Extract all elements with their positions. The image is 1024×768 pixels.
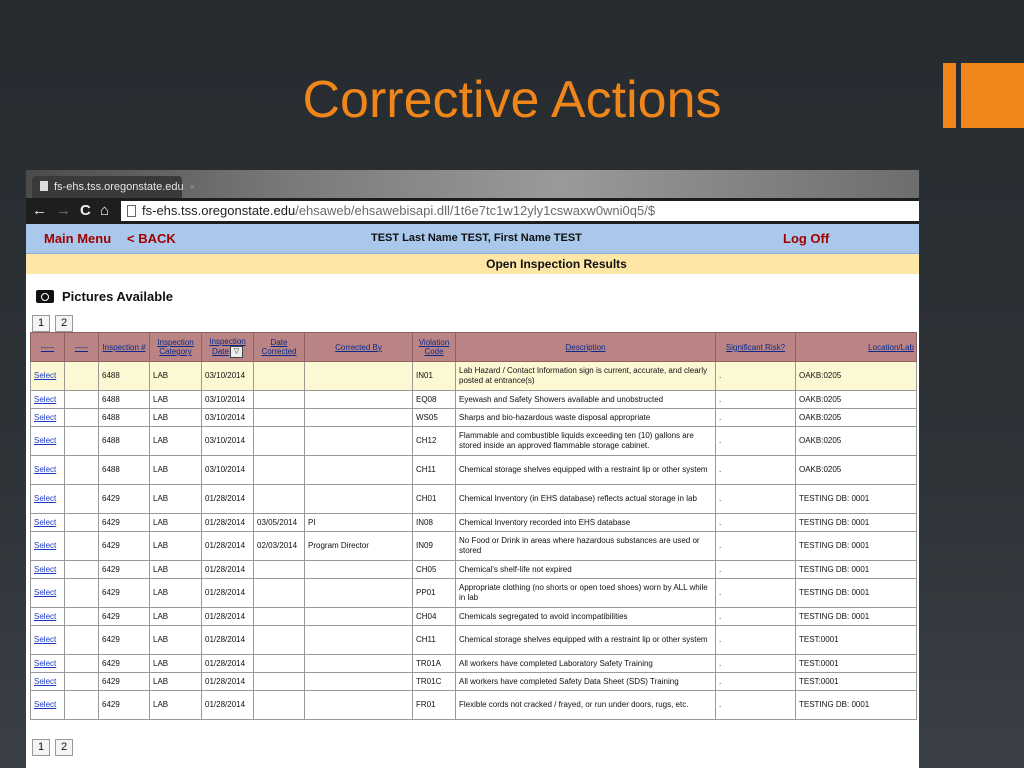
date-corrected-cell <box>254 409 305 427</box>
description-cell: Lab Hazard / Contact Information sign is current, accurate, and clearly posted at entrance(s) <box>456 362 716 391</box>
significant-risk-cell: . <box>716 391 796 409</box>
table-row[interactable] <box>31 673 917 691</box>
violation-code-cell: WS05 <box>413 409 456 427</box>
inspection-date-cell: 01/28/2014 <box>202 655 254 673</box>
violation-code-cell: CH01 <box>413 485 456 514</box>
date-corrected-cell <box>254 427 305 456</box>
location-lab-cell: OAKB:0205 <box>796 409 917 427</box>
page-button-2[interactable]: 2 <box>55 739 73 756</box>
select-link[interactable]: Select <box>34 588 57 597</box>
pager-top <box>32 313 78 332</box>
significant-risk-cell: . <box>716 691 796 720</box>
table-row[interactable] <box>31 691 917 720</box>
description-cell: Flexible cords not cracked / frayed, or run under doors, rugs, etc. <box>456 691 716 720</box>
date-corrected-cell <box>254 456 305 485</box>
select-link[interactable]: Select <box>34 412 57 422</box>
date-corrected-cell <box>254 673 305 691</box>
row-blank-cell <box>65 691 99 720</box>
inspection-date-cell: 01/28/2014 <box>202 561 254 579</box>
select-cell <box>31 514 65 532</box>
inspection-number-cell: 6429 <box>99 626 150 655</box>
description-cell: Sharps and bio-hazardous waste disposal appropriate <box>456 409 716 427</box>
select-link[interactable]: Select <box>34 494 57 503</box>
inspection-date-cell: 03/10/2014 <box>202 391 254 409</box>
select-link[interactable]: Select <box>34 611 57 621</box>
corrected-by-cell: Program Director <box>305 532 413 561</box>
select-cell <box>31 579 65 608</box>
inspection-number-cell: 6429 <box>99 532 150 561</box>
inspection-category-cell: LAB <box>150 485 202 514</box>
location-lab-cell: OAKB:0205 <box>796 362 917 391</box>
significant-risk-cell: . <box>716 655 796 673</box>
violation-code-cell: FR01 <box>413 691 456 720</box>
slide-title: Corrective Actions <box>302 71 722 129</box>
inspection-date-cell: 01/28/2014 <box>202 579 254 608</box>
corrected-by-cell <box>305 608 413 626</box>
select-link[interactable]: Select <box>34 371 57 380</box>
row-blank-cell <box>65 626 99 655</box>
inspection-number-cell: 6429 <box>99 561 150 579</box>
location-lab-cell: TESTING DB: 0001 <box>796 691 917 720</box>
page-button-1[interactable]: 1 <box>32 315 50 332</box>
description-cell: All workers have completed Laboratory Safety Training <box>456 655 716 673</box>
date-corrected-cell <box>254 691 305 720</box>
corrected-by-cell <box>305 626 413 655</box>
date-corrected-cell <box>254 579 305 608</box>
table-row[interactable] <box>31 456 917 485</box>
row-blank-cell <box>65 427 99 456</box>
violation-code-cell: CH12 <box>413 427 456 456</box>
row-blank-cell <box>65 514 99 532</box>
url-domain: fs-ehs.tss.oregonstate.edu <box>142 203 296 218</box>
select-cell <box>31 427 65 456</box>
inspection-number-cell: 6488 <box>99 391 150 409</box>
location-lab-cell: TESTING DB: 0001 <box>796 514 917 532</box>
inspection-category-cell: LAB <box>150 456 202 485</box>
select-link[interactable]: Select <box>34 658 57 668</box>
row-blank-cell <box>65 456 99 485</box>
significant-risk-cell: . <box>716 532 796 561</box>
inspection-date-cell: 03/10/2014 <box>202 409 254 427</box>
description-cell: No Food or Drink in areas where hazardous substances are used or stored <box>456 532 716 561</box>
app-menu-bar <box>26 224 919 254</box>
inspection-number-cell: 6429 <box>99 579 150 608</box>
table-header-row <box>31 333 917 362</box>
page-button-1[interactable]: 1 <box>32 739 50 756</box>
inspection-category-cell: LAB <box>150 561 202 579</box>
location-lab-cell: OAKB:0205 <box>796 427 917 456</box>
inspection-category-cell: LAB <box>150 409 202 427</box>
page-icon <box>40 181 48 191</box>
description-cell: Flammable and combustible liquids exceeding ten (10) gallons are stored inside an approved flammable storage cabinet. <box>456 427 716 456</box>
camera-icon <box>36 290 54 303</box>
inspection-category-cell: LAB <box>150 673 202 691</box>
row-blank-cell <box>65 485 99 514</box>
inspection-date-cell: 01/28/2014 <box>202 673 254 691</box>
log-off-link[interactable]: Log Off <box>783 231 830 246</box>
location-lab-cell: TESTING DB: 0001 <box>796 561 917 579</box>
inspection-number-cell: 6488 <box>99 456 150 485</box>
row-blank-cell <box>65 532 99 561</box>
significant-risk-cell: . <box>716 561 796 579</box>
table-row[interactable] <box>31 409 917 427</box>
slide-accent-bar <box>943 63 956 128</box>
row-blank-cell <box>65 409 99 427</box>
column-header-inspection-date[interactable]: Inspection Date ▽ <box>202 333 254 362</box>
pictures-label: Pictures Available <box>62 289 174 304</box>
significant-risk-cell: . <box>716 362 796 391</box>
significant-risk-cell: . <box>716 673 796 691</box>
select-cell <box>31 409 65 427</box>
significant-risk-cell: . <box>716 485 796 514</box>
inspection-results-table <box>30 332 917 720</box>
select-link[interactable]: Select <box>34 541 57 550</box>
violation-code-cell: PP01 <box>413 579 456 608</box>
corrected-by-cell <box>305 391 413 409</box>
select-link[interactable]: Select <box>34 676 57 686</box>
column-header-select[interactable]: ----- <box>31 333 65 362</box>
row-blank-cell <box>65 579 99 608</box>
main-menu-link[interactable]: Main Menu <box>44 231 112 246</box>
description-cell: Chemicals segregated to avoid incompatibilities <box>456 608 716 626</box>
description-cell: Eyewash and Safety Showers available and unobstructed <box>456 391 716 409</box>
corrected-by-cell <box>305 579 413 608</box>
location-lab-cell: TESTING DB: 0001 <box>796 485 917 514</box>
inspection-category-cell: LAB <box>150 532 202 561</box>
page-button-2[interactable]: 2 <box>55 315 73 332</box>
inspection-date-cell: 01/28/2014 <box>202 485 254 514</box>
home-icon[interactable]: ⌂ <box>100 202 110 219</box>
corrected-by-cell <box>305 409 413 427</box>
inspection-number-cell: 6429 <box>99 655 150 673</box>
corrected-by-cell <box>305 427 413 456</box>
select-cell <box>31 691 65 720</box>
table-row[interactable] <box>31 362 917 391</box>
browser-window <box>26 170 919 768</box>
column-header-description[interactable]: Description <box>456 333 716 362</box>
description-cell: All workers have completed Safety Data Sheet (SDS) Training <box>456 673 716 691</box>
row-blank-cell <box>65 673 99 691</box>
slide-accent-square <box>961 63 1024 128</box>
address-bar <box>26 198 919 224</box>
select-link[interactable]: Select <box>34 517 57 527</box>
inspection-date-cell: 03/10/2014 <box>202 362 254 391</box>
inspection-date-cell: 03/10/2014 <box>202 456 254 485</box>
inspection-category-cell: LAB <box>150 626 202 655</box>
violation-code-cell: TR01C <box>413 673 456 691</box>
column-header-location-lab[interactable]: Location/Lab <box>796 333 917 362</box>
table-row[interactable] <box>31 391 917 409</box>
date-corrected-cell <box>254 362 305 391</box>
inspection-category-cell: LAB <box>150 362 202 391</box>
inspection-number-cell: 6429 <box>99 673 150 691</box>
inspection-date-cell: 01/28/2014 <box>202 691 254 720</box>
select-cell <box>31 456 65 485</box>
row-blank-cell <box>65 362 99 391</box>
location-lab-cell: TEST:0001 <box>796 673 917 691</box>
date-corrected-cell: 03/05/2014 <box>254 514 305 532</box>
location-lab-cell: TEST:0001 <box>796 626 917 655</box>
location-lab-cell: TESTING DB: 0001 <box>796 532 917 561</box>
inspection-number-cell: 6429 <box>99 608 150 626</box>
date-corrected-cell <box>254 561 305 579</box>
description-cell: Appropriate clothing (no shorts or open toed shoes) worn by ALL while in lab <box>456 579 716 608</box>
violation-code-cell: EQ08 <box>413 391 456 409</box>
select-cell <box>31 561 65 579</box>
description-cell: Chemical Inventory recorded into EHS database <box>456 514 716 532</box>
significant-risk-cell: . <box>716 409 796 427</box>
table-row[interactable] <box>31 608 917 626</box>
inspection-number-cell: 6429 <box>99 691 150 720</box>
forward-arrow-icon[interactable]: → <box>56 202 71 219</box>
pager-bottom <box>32 737 78 756</box>
row-blank-cell <box>65 655 99 673</box>
column-header-blank[interactable]: ----- <box>65 333 99 362</box>
row-blank-cell <box>65 391 99 409</box>
corrected-by-cell <box>305 691 413 720</box>
url-field[interactable] <box>121 201 919 221</box>
page-info-icon <box>127 205 136 217</box>
browser-tabstrip <box>26 170 919 198</box>
date-corrected-cell <box>254 626 305 655</box>
back-link[interactable]: < BACK <box>127 231 176 246</box>
date-corrected-cell <box>254 391 305 409</box>
column-header-inspection-category[interactable]: Inspection Category <box>150 333 202 362</box>
table-row[interactable] <box>31 514 917 532</box>
location-lab-cell: TESTING DB: 0001 <box>796 579 917 608</box>
table-row[interactable] <box>31 532 917 561</box>
table-row[interactable] <box>31 561 917 579</box>
violation-code-cell: CH04 <box>413 608 456 626</box>
table-row[interactable] <box>31 655 917 673</box>
select-cell <box>31 655 65 673</box>
column-header-significant-risk[interactable]: Significant Risk? <box>716 333 796 362</box>
inspection-category-cell: LAB <box>150 691 202 720</box>
inspection-number-cell: 6429 <box>99 485 150 514</box>
select-cell <box>31 391 65 409</box>
inspection-category-cell: LAB <box>150 427 202 456</box>
location-lab-cell: OAKB:0205 <box>796 391 917 409</box>
description-cell: Chemical storage shelves equipped with a restraint lip or other system <box>456 626 716 655</box>
table-row[interactable] <box>31 579 917 608</box>
corrected-by-cell <box>305 561 413 579</box>
table-row[interactable] <box>31 427 917 456</box>
inspection-category-cell: LAB <box>150 579 202 608</box>
date-corrected-cell <box>254 655 305 673</box>
location-lab-cell: OAKB:0205 <box>796 456 917 485</box>
inspection-number-cell: 6488 <box>99 362 150 391</box>
pictures-available <box>36 289 173 304</box>
results-title-bar <box>26 254 919 274</box>
corrected-by-cell: PI <box>305 514 413 532</box>
browser-tab[interactable] <box>32 176 195 198</box>
select-link[interactable]: Select <box>34 436 57 445</box>
back-arrow-icon[interactable]: ← <box>32 202 47 219</box>
date-corrected-cell <box>254 485 305 514</box>
results-title: Open Inspection Results <box>486 257 627 271</box>
row-blank-cell <box>65 608 99 626</box>
table-row[interactable] <box>31 485 917 514</box>
select-cell <box>31 362 65 391</box>
row-blank-cell <box>65 561 99 579</box>
corrected-by-cell <box>305 456 413 485</box>
description-cell: Chemical Inventory (in EHS database) reflects actual storage in lab <box>456 485 716 514</box>
inspection-category-cell: LAB <box>150 391 202 409</box>
select-cell <box>31 673 65 691</box>
inspection-number-cell: 6429 <box>99 514 150 532</box>
significant-risk-cell: . <box>716 514 796 532</box>
select-cell <box>31 532 65 561</box>
violation-code-cell: IN01 <box>413 362 456 391</box>
reload-icon[interactable]: C <box>80 202 91 219</box>
date-corrected-cell: 02/03/2014 <box>254 532 305 561</box>
url-path: /ehsaweb/ehsawebisapi.dll/1t6e7tc1w12yly1cswaxw0wni0q5/$ <box>295 203 656 218</box>
corrected-by-cell <box>305 655 413 673</box>
location-lab-cell: TEST:0001 <box>796 655 917 673</box>
column-header-corrected-by[interactable]: Corrected By <box>305 333 413 362</box>
corrected-by-cell <box>305 362 413 391</box>
sort-icon[interactable]: ▽ <box>230 346 243 358</box>
significant-risk-cell: . <box>716 456 796 485</box>
table-row[interactable] <box>31 626 917 655</box>
violation-code-cell: IN08 <box>413 514 456 532</box>
significant-risk-cell: . <box>716 626 796 655</box>
select-link[interactable]: Select <box>34 635 57 644</box>
inspection-date-cell: 01/28/2014 <box>202 514 254 532</box>
violation-code-cell: TR01A <box>413 655 456 673</box>
column-header-inspection-number[interactable]: Inspection # <box>99 333 150 362</box>
column-header-violation-code[interactable]: Violation Code <box>413 333 456 362</box>
significant-risk-cell: . <box>716 427 796 456</box>
inspection-number-cell: 6488 <box>99 409 150 427</box>
tab-title: fs-ehs.tss.oregonstate.edu <box>54 181 184 193</box>
violation-code-cell: CH05 <box>413 561 456 579</box>
user-info: TEST Last Name TEST, First Name TEST <box>371 232 582 244</box>
select-link[interactable]: Select <box>34 564 57 574</box>
significant-risk-cell: . <box>716 579 796 608</box>
inspection-number-cell: 6488 <box>99 427 150 456</box>
violation-code-cell: CH11 <box>413 626 456 655</box>
corrected-by-cell <box>305 485 413 514</box>
inspection-date-cell: 01/28/2014 <box>202 608 254 626</box>
select-link[interactable]: Select <box>34 465 57 474</box>
inspection-category-cell: LAB <box>150 655 202 673</box>
location-lab-cell: TESTING DB: 0001 <box>796 608 917 626</box>
column-header-date-corrected[interactable]: Date Corrected <box>254 333 305 362</box>
select-link[interactable]: Select <box>34 394 57 404</box>
description-cell: Chemical's shelf-life not expired <box>456 561 716 579</box>
select-cell <box>31 485 65 514</box>
corrected-by-cell <box>305 673 413 691</box>
violation-code-cell: CH11 <box>413 456 456 485</box>
select-cell <box>31 608 65 626</box>
description-cell: Chemical storage shelves equipped with a restraint lip or other system <box>456 456 716 485</box>
select-cell <box>31 626 65 655</box>
inspection-category-cell: LAB <box>150 608 202 626</box>
date-corrected-cell <box>254 608 305 626</box>
close-tab-icon[interactable]: × <box>189 182 195 192</box>
inspection-category-cell: LAB <box>150 514 202 532</box>
significant-risk-cell: . <box>716 608 796 626</box>
inspection-date-cell: 01/28/2014 <box>202 532 254 561</box>
inspection-date-cell: 03/10/2014 <box>202 427 254 456</box>
select-link[interactable]: Select <box>34 700 57 709</box>
violation-code-cell: IN09 <box>413 532 456 561</box>
inspection-date-cell: 01/28/2014 <box>202 626 254 655</box>
